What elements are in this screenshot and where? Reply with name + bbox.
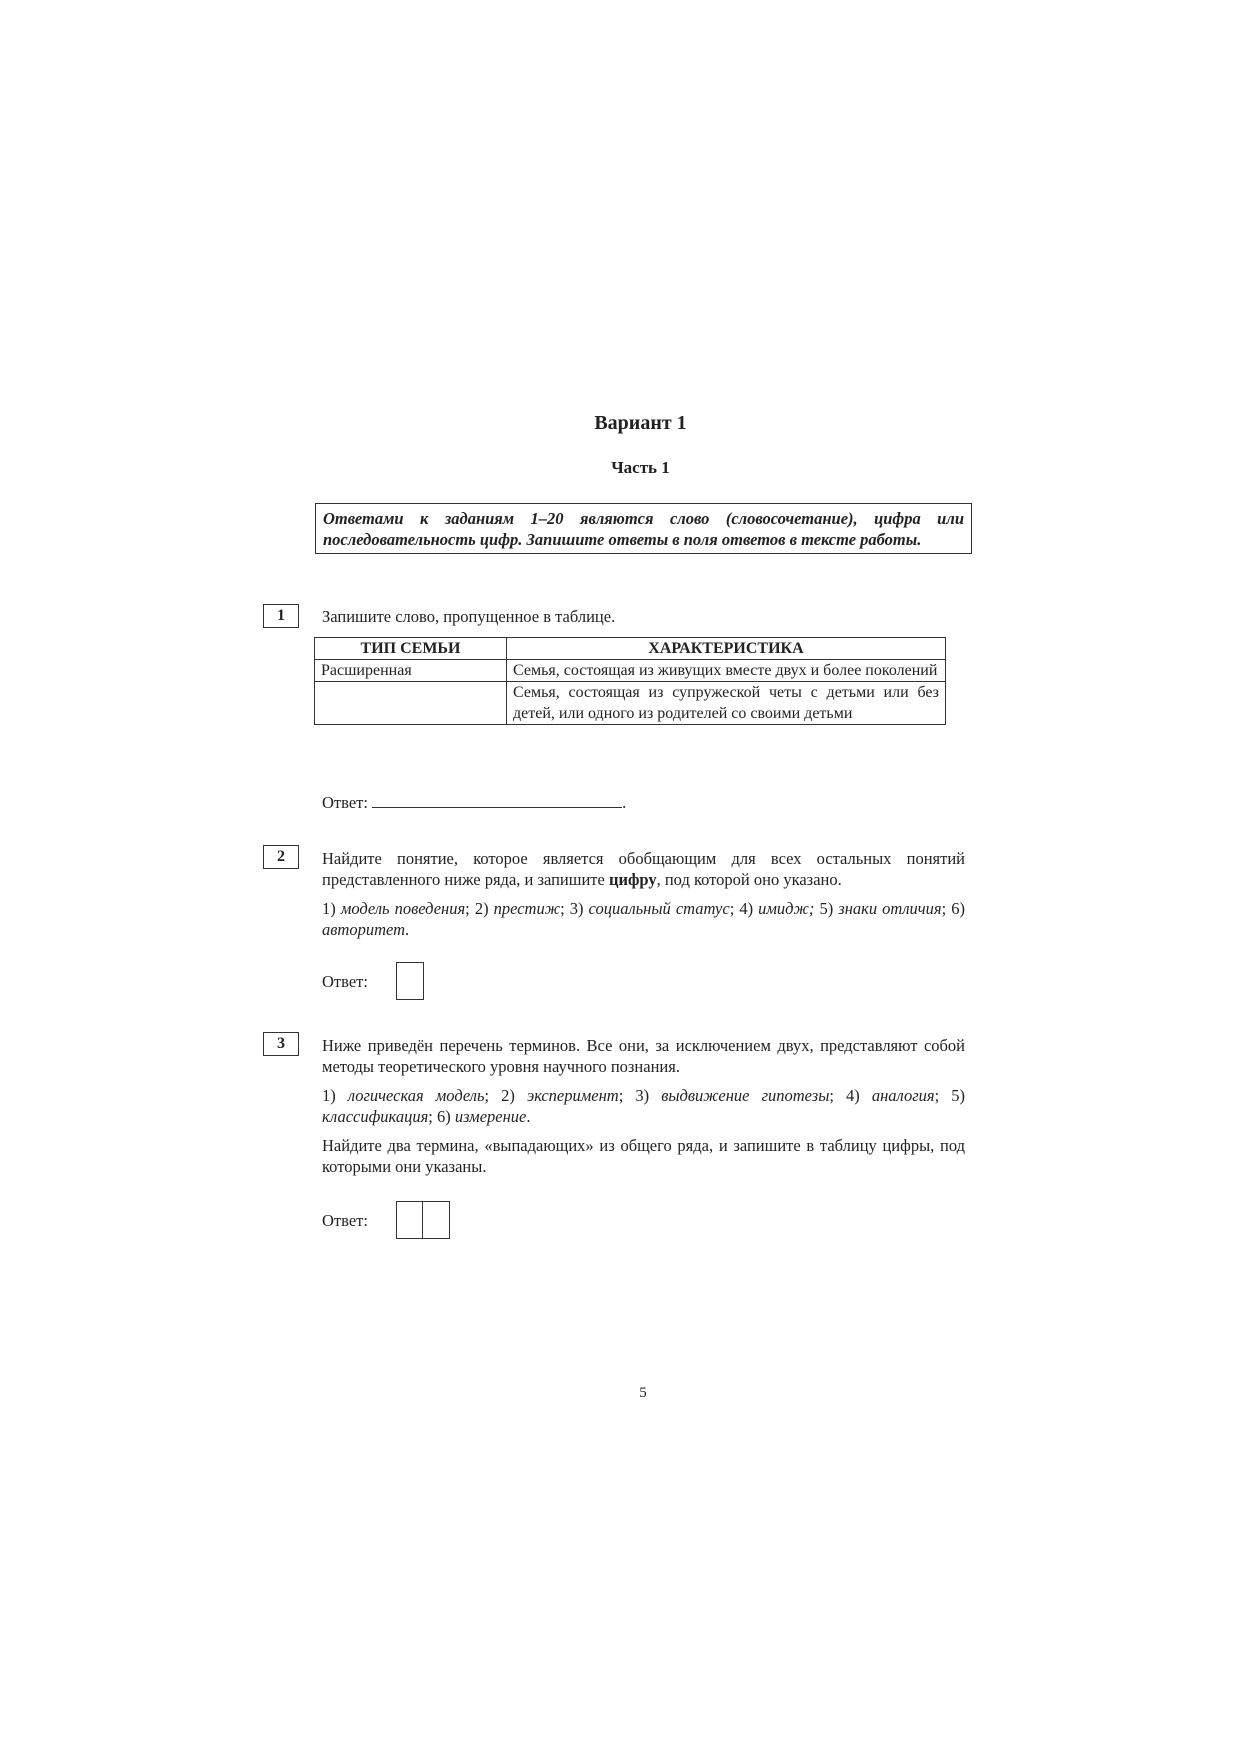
option-separator: ;: [618, 1086, 636, 1105]
question-2-block: [322, 848, 965, 948]
option-term: классификация: [322, 1107, 429, 1126]
question-number-3: 3: [263, 1032, 299, 1056]
table-header-row: [315, 638, 946, 660]
answer-row-1: [322, 791, 626, 813]
option-term: логическая модель: [347, 1086, 485, 1105]
option-item: [570, 899, 740, 918]
option-term: социальный статус: [588, 899, 730, 918]
answer-label: Ответ:: [322, 793, 368, 812]
option-number: 3): [569, 899, 589, 918]
question-2-options: [322, 898, 965, 940]
option-number: 2): [501, 1086, 527, 1105]
option-number: 4): [846, 1086, 872, 1105]
question-number-1: 1: [263, 604, 299, 628]
instruction-box: Ответами к заданиям 1–20 являются слово (словосочетание), цифра или последовательность цифр. Запишите ответы в поля ответов в тексте работы.: [315, 503, 972, 554]
answer-line-1[interactable]: [372, 791, 622, 808]
option-item: [846, 1086, 951, 1105]
option-item: [501, 1086, 635, 1105]
option-term: модель поведения: [340, 899, 466, 918]
table-row: [315, 682, 946, 725]
option-term: измерение: [454, 1107, 527, 1126]
option-number: 5): [951, 1086, 965, 1105]
option-separator: ;: [428, 1107, 438, 1126]
option-term: выдвижение гипотезы: [661, 1086, 830, 1105]
table-header-cell: ТИП СЕМЬИ: [315, 638, 507, 660]
question-2-text-a: Найдите понятие, которое является обобщающим для всех остальных понятий представленного ниже ряда, и запишите: [322, 849, 965, 889]
family-type-table: [314, 637, 946, 725]
question-2-text-bold: цифру: [608, 870, 657, 889]
answer-cell[interactable]: [396, 962, 424, 1000]
option-separator: ;: [729, 899, 740, 918]
option-number: 4): [739, 899, 759, 918]
option-separator: .: [405, 920, 410, 939]
option-item: [322, 899, 475, 918]
option-separator: ;: [484, 1086, 502, 1105]
answer-period: .: [622, 793, 627, 812]
option-separator: ;: [941, 899, 952, 918]
page-title: Вариант 1: [594, 412, 687, 434]
table-cell: Семья, состоящая из супружеской четы с детьми или без детей, или одного из родителей со своими детьми: [507, 682, 946, 725]
table-cell-missing: [315, 682, 507, 725]
option-number: 1): [322, 1086, 348, 1105]
answer-cell[interactable]: [396, 1201, 424, 1239]
answer-label: Ответ:: [322, 1211, 368, 1230]
option-term: имидж;: [758, 899, 815, 918]
option-number: 3): [635, 1086, 662, 1105]
question-3-text: Ниже приведён перечень терминов. Все они, за исключением двух, представляют собой методы теоретического уровня научного познания.: [322, 1036, 965, 1076]
option-number: 6): [437, 1107, 455, 1126]
question-3-block: [322, 1035, 965, 1185]
option-separator: ;: [465, 899, 475, 918]
table-row: [315, 660, 946, 682]
option-number: 5): [819, 899, 839, 918]
question-3-options: [322, 1085, 965, 1127]
question-2-text: [322, 848, 965, 890]
option-item: [475, 899, 570, 918]
option-term: аналогия: [871, 1086, 935, 1105]
question-1-text: Запишите слово, пропущенное в таблице.: [322, 607, 616, 626]
option-number: 1): [322, 899, 341, 918]
answer-label: Ответ:: [322, 972, 368, 991]
option-number: 6): [951, 899, 965, 918]
part-title: Часть 1: [611, 458, 670, 477]
question-2-text-b: , под которой оно указано.: [656, 870, 842, 889]
option-separator: .: [526, 1107, 531, 1126]
option-term: престиж: [493, 899, 561, 918]
option-item: [635, 1086, 846, 1105]
option-term: знаки отличия: [838, 899, 942, 918]
option-item: [739, 899, 819, 918]
question-number-2: 2: [263, 845, 299, 869]
table-header-cell: ХАРАКТЕРИСТИКА: [507, 638, 946, 660]
answer-cell[interactable]: [422, 1201, 450, 1239]
option-item: [437, 1107, 530, 1126]
option-item: [819, 899, 951, 918]
option-separator: ;: [829, 1086, 847, 1105]
option-number: 2): [474, 899, 494, 918]
table-cell: Семья, состоящая из живущих вместе двух и более поколений: [507, 660, 946, 682]
question-3-task: Найдите два термина, «выпадающих» из общего ряда, и запишите в таблицу цифры, под которыми они указаны.: [322, 1136, 965, 1176]
option-term: эксперимент: [526, 1086, 619, 1105]
option-separator: ;: [934, 1086, 952, 1105]
option-item: [322, 1086, 501, 1105]
page-number: 5: [639, 1385, 647, 1401]
table-cell: Расширенная: [315, 660, 507, 682]
option-term: авторитет: [322, 920, 406, 939]
option-separator: ;: [560, 899, 570, 918]
